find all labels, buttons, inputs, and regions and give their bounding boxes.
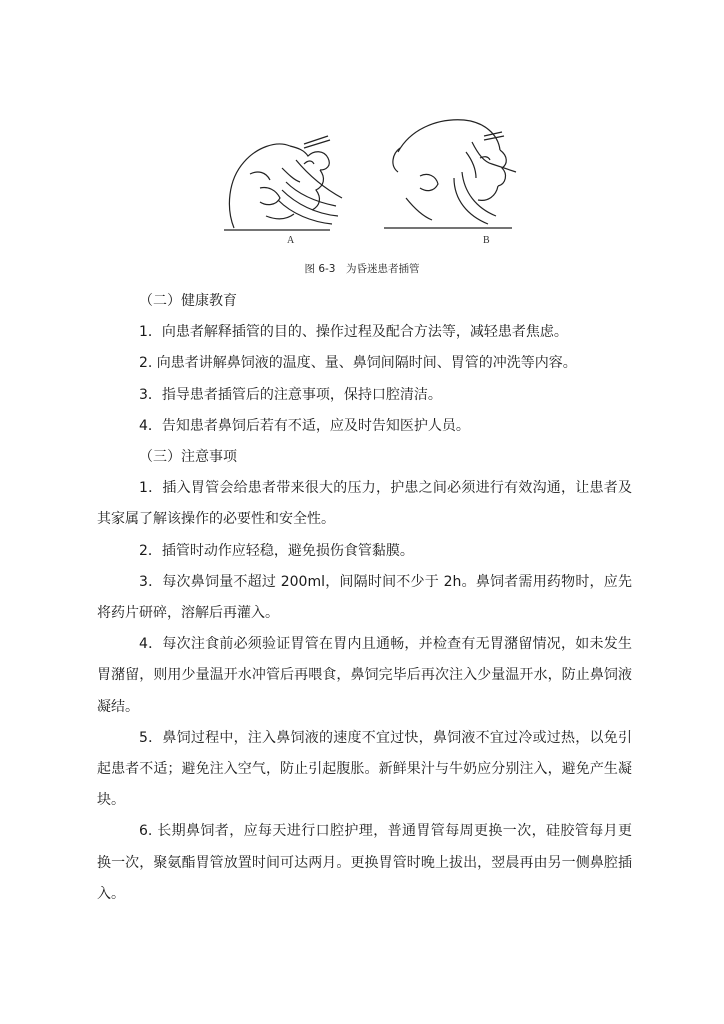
figure-label-b: B (483, 235, 490, 246)
list-item: 4．每次注食前必须验证胃管在胃内且通畅，并检查有无胃潴留情况，如未发生胃潴留，则用少量温开水冲管后再喂食，鼻饲完毕后再次注入少量温开水，防止鼻饲液凝结。 (97, 636, 632, 715)
list-item: 3．指导患者插管后的注意事项，保持口腔清洁。 (139, 386, 442, 403)
illustration-a (220, 128, 360, 238)
list-item: 3．每次鼻饲量不超过 200ml，间隔时间不少于 2h。鼻饲者需用药物时，应先将药片研碎，溶解后再灌入。 (97, 573, 632, 622)
section-heading-health-education: （二）健康教育 (139, 293, 237, 309)
list-item: 1．向患者解释插管的目的、操作过程及配合方法等，减轻患者焦虑。 (139, 324, 568, 341)
list-item: 5．鼻饲过程中，注入鼻饲液的速度不宜过快，鼻饲液不宜过冷或过热，以免引起患者不适；避免注入空气，防止引起腹胀。新鲜果汁与牛奶应分别注入，避免产生凝块。 (97, 729, 632, 809)
illustration-b (380, 112, 530, 230)
list-item: 4．告知患者鼻饲后若有不适，应及时告知医护人员。 (139, 417, 470, 434)
figure-caption: 图 6-3 为昏迷患者插管 (304, 263, 420, 275)
list-item: 2. 向患者讲解鼻饲液的温度、量、鼻饲间隔时间、胃管的冲洗等内容。 (139, 355, 577, 372)
figure-6-3 (0, 0, 724, 280)
document-body (97, 286, 632, 910)
list-item: 1．插入胃管会给患者带来很大的压力，护患之间必须进行有效沟通，让患者及其家属了解该操作的必要性和安全性。 (97, 480, 632, 528)
list-item: 2．插管时动作应轻稳，避免损伤食管黏膜。 (139, 542, 414, 559)
section-heading-precautions: （三）注意事项 (139, 449, 237, 466)
list-item: 6. 长期鼻饲者，应每天进行口腔护理，普通胃管每周更换一次，硅胶管每月更换一次，聚氨酯胃管放置时间可达两月。更换胃管时晚上拔出，翌晨再由另一侧鼻腔插入。 (97, 823, 632, 902)
figure-label-a: A (287, 235, 295, 246)
